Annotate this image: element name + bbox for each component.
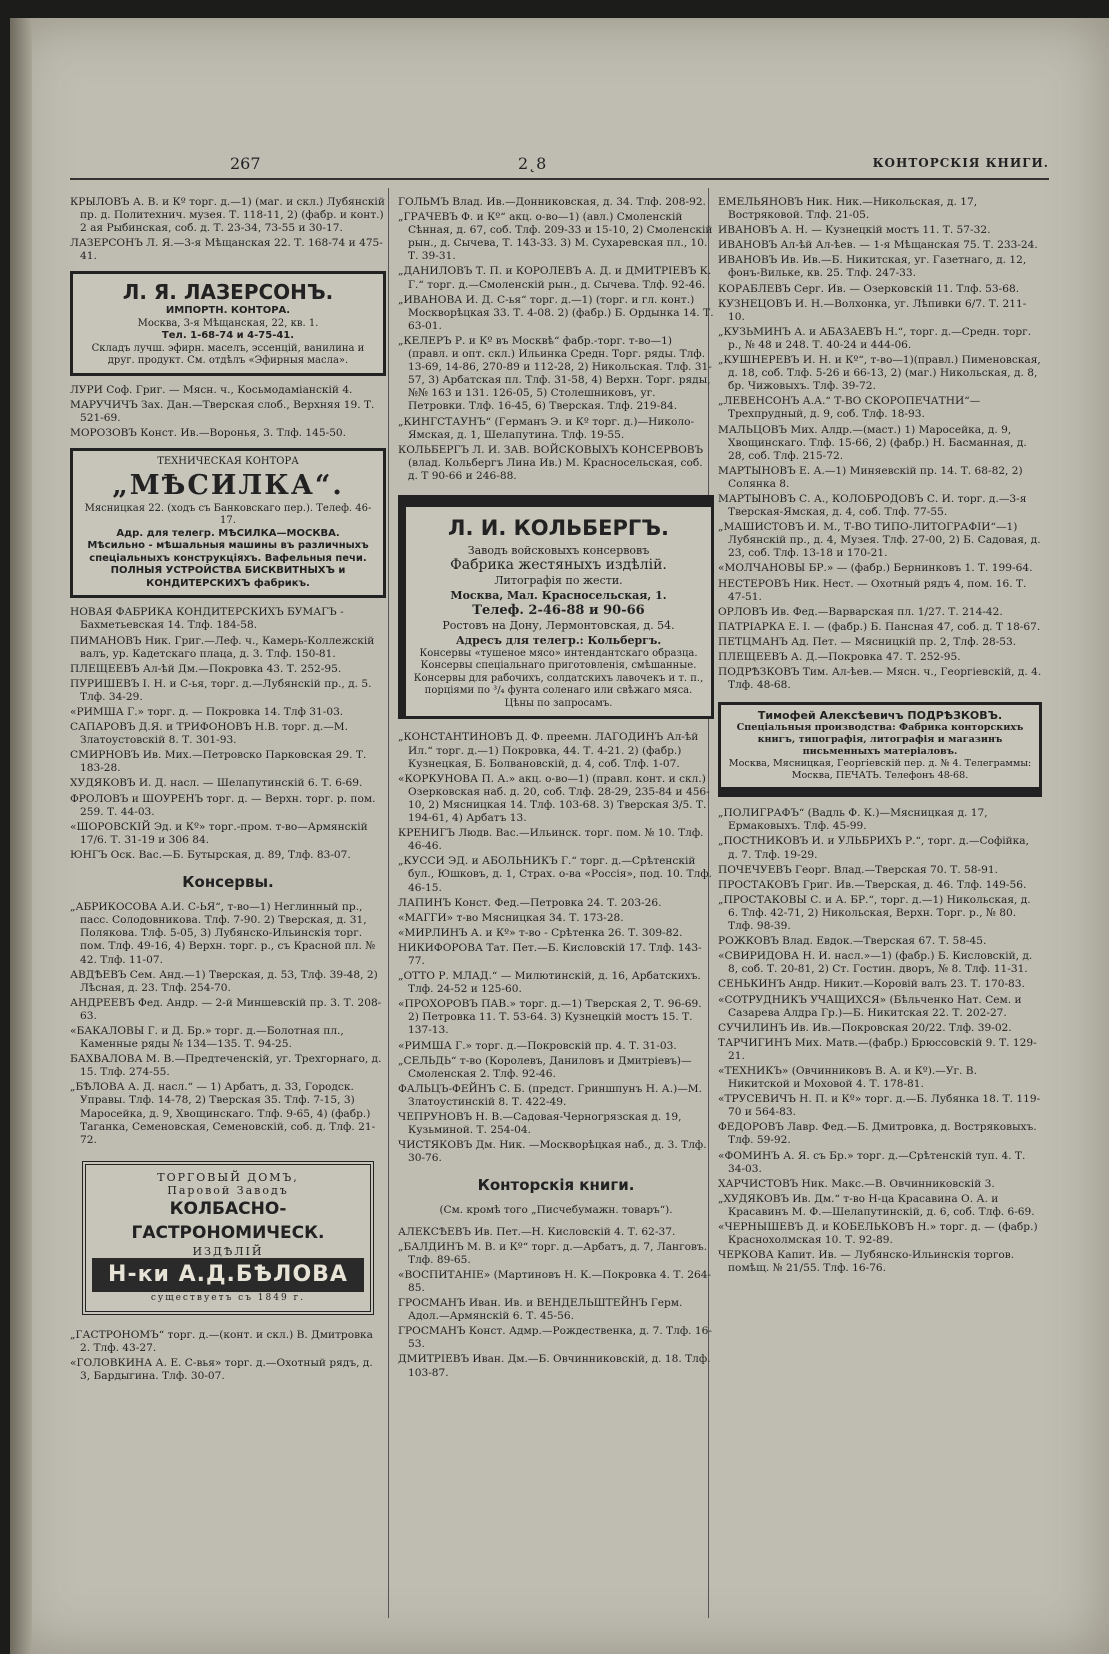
ad-line: ТОРГОВЫЙ ДОМЪ, xyxy=(157,1170,299,1184)
ad-title: „МѢСИЛКА“. xyxy=(112,469,344,501)
directory-entry: САПАРОВЪ Д.Я. и ТРИФОНОВЪ Н.В. торг. д.—М. Златоустовскій 8. Т. 301-93. xyxy=(70,721,349,747)
directory-entry: „МАШИСТОВЪ И. М., Т-ВО ТИПО-ЛИТОГРАФІИ“—1) Лубянскій пр., д. 4, Музея. Тлф. 27-00, 2) Б. Садовая, д. 23, соб. Тлф. 13-18 и 170-21. xyxy=(718,521,1041,560)
directory-entry: „ДАНИЛОВЪ Т. П. и КОРОЛЕВЪ А. Д. и ДМИТРІЕВЪ К. Г.“ торг. д.—Смоленскій рын., д. Сычева. Тлф. 92-46. xyxy=(398,265,712,291)
directory-entry: ОРЛОВЪ Ив. Фед.—Варварская пл. 1/27. Т. 214-42. xyxy=(718,605,1003,618)
directory-entry: ЕМЕЛЬЯНОВЪ Ник. Ник.—Никольская, д. 17, Востряковой. Тлф. 21-05. xyxy=(718,196,978,222)
directory-entry: ГРОСМАНЪ Иван. Ив. и ВЕНДЕЛЬШТЕЙНЪ Герм. Адол.—Армянскій 6. Т. 45-56. xyxy=(398,1297,683,1323)
page-number-middle: 2˛8 xyxy=(518,154,547,173)
ad-line: ИЗДѢЛІЙ xyxy=(192,1245,264,1258)
ad-line: Литографія по жести. xyxy=(494,573,623,587)
ad-line: Заводъ войсковыхъ консервовъ xyxy=(467,543,650,557)
ad-line: Паровой Заводъ xyxy=(167,1183,289,1197)
ad-line: Тел. 1-68-74 и 4-75-41. xyxy=(161,330,295,342)
directory-entry: ЧЕРКОВА Капит. Ив. — Лубянско-Ильинскія торгов. помѣщ. № 21/55. Тлф. 16-76. xyxy=(718,1249,1015,1275)
directory-entry: „КОНСТАНТИНОВЪ Д. Ф. преемн. ЛАГОДИНЪ Ал-ѣй Ил.“ торг. д.—1) Покровка, 44. Т. 4-21. 2) (фабр.) Кузнецкая, Б. Болвановскій, д. 4, соб. Тлф. 1-07. xyxy=(398,731,699,770)
directory-entry: «ШОРОВСКІЙ Эд. и Кº» торг.-пром. т-во—Армянскій 17/6. Т. 31-19 и 306 84. xyxy=(70,820,368,846)
directory-entry: «ЧЕРНЫШЕВЪ Д. и КОБЕЛЬКОВЪ Н.» торг. д. — (фабр.) Краснохолмская 10. Т. 92-89. xyxy=(718,1221,1038,1247)
directory-entry: „КУЗЬМИНЪ А. и АБАЗАЕВЪ Н.“, торг. д.—Средн. торг. р., № 48 и 248. Т. 40-24 и 444-06. xyxy=(718,325,1032,351)
directory-entry: „ПОСТНИКОВЪ И. и УЛЬБРИХЪ Р.“, торг. д.—Софійка, д. 7. Тлф. 19-29. xyxy=(718,835,1029,861)
column-middle xyxy=(398,196,714,1382)
directory-entry: „ГАСТРОНОМЪ“ торг. д.—(конт. и скл.) В. Дмитровка 2. Тлф. 43-27. xyxy=(70,1329,373,1355)
directory-entry: КОЛЬБЕРГЪ Л. И. ЗАВ. ВОЙСКОВЫХЪ КОНСЕРВОВЪ (влад. Кольбергъ Лина Ив.) М. Красносельская, соб. д. Т 90-66 и 246-88. xyxy=(398,443,703,482)
ad-title: КОЛБАСНО-ГАСТРОНОМИЧЕСК. xyxy=(131,1199,325,1243)
directory-entry: „ГРАЧЕВЪ Ф. и Кº“ акц. о-во—1) (авл.) Смоленскій Сѣнная, д. 67, соб. Тлф. 209-33 и 15-10, 2) Смоленскій рын., д. Сычева, Т. 143-33. 3) М. Сухаревская пл., 10. Т. 39-31. xyxy=(398,211,713,263)
directory-entry: КОРАБЛЕВЪ Серг. Ив. — Озерковскій 11. Тлф. 53-68. xyxy=(718,282,1020,295)
column-left xyxy=(70,196,386,1386)
directory-entry: «ГОЛОВКИНА А. Е. С-вья» торг. д.—Охотный рядъ, д. 3, Бардыгина. Тлф. 30-07. xyxy=(70,1357,373,1383)
ad-line: Мясницкая 22. (ходъ съ Банковскаго пер.). Телеф. 46-17. xyxy=(84,502,372,527)
section-note: (См. кромѣ того „Писчебумажн. товаръ“). xyxy=(439,1204,673,1217)
directory-entry: «ТЕХНИКЪ» (Овчинниковъ В. А. и Кº).—Уг. В. Никитской и Моховой 4. Т. 178-81. xyxy=(718,1064,977,1091)
directory-entry: «ВОСПИТАНІЕ» (Мартиновъ Н. К.—Покровка 4. Т. 264-85. xyxy=(398,1268,712,1294)
directory-entry: РОЖКОВЪ Влад. Евдок.—Тверская 67. Т. 58-45. xyxy=(718,935,987,948)
advertisement-belova xyxy=(82,1161,374,1315)
directory-entry: „ОТТО Р. МЛАД.“ — Милютинскій, д. 16, Арбатскихъ. Тлф. 24-52 и 125-60. xyxy=(398,970,701,996)
directory-entry: АЛЕКСѢЕВЪ Ив. Пет.—Н. Кисловскій 4. Т. 62-37. xyxy=(398,1225,676,1238)
advertisement-lazerson xyxy=(70,271,386,376)
directory-entry: БАХВАЛОВА М. В.—Предтеченскій, уг. Трехгорнаго, д. 15. Тлф. 274-55. xyxy=(70,1053,382,1079)
ad-line: Москва, 3-я Мѣщанская, 22, кв. 1. xyxy=(137,317,319,329)
ad-line: Москва, Мал. Красносельская, 1. xyxy=(450,588,667,602)
directory-entry: „БАЛДИНЪ М. В. и Кº“ торг. д.—Арбатъ, д. 7, Ланговъ. Тлф. 89-65. xyxy=(398,1240,708,1266)
directory-entry: ДМИТРІЕВЪ Иван. Дм.—Б. Овчинниковскій, д. 18. Тлф. 103-87. xyxy=(398,1353,711,1379)
directory-entry: ИВАНОВЪ Ив. Ив.—Б. Никитская, уг. Газетнаго, д. 12, фонъ-Вильке, кв. 25. Тлф. 247-33. xyxy=(718,254,1027,280)
directory-entry: СМИРНОВЪ Ив. Мих.—Петровско Парковская 29. Т. 183-28. xyxy=(70,749,367,775)
advertisement-mesilka xyxy=(70,448,386,598)
directory-entry: ФРОЛОВЪ и ШОУРЕНЪ торг. д. — Верхн. торг. р. пом. 259. Т. 44-03. xyxy=(70,792,376,818)
directory-entry: ПОДРѢЗКОВЪ Тим. Ал-ѣев.— Мясн. ч., Георгіевскій, д. 4. Тлф. 48-68. xyxy=(718,666,1042,692)
column-divider xyxy=(388,188,389,1618)
directory-entry: ПЛЕЩЕЕВЪ Ал-ѣй Дм.—Покровка 43. Т. 252-95. xyxy=(70,662,342,675)
directory-entry: ПЕТЦМАНЪ Ад. Пет. — Мясницкій пр. 2, Тлф. 28-53. xyxy=(718,635,1017,648)
directory-entry: ПУРИШЕВЪ І. Н. и С-ья, торг. д.—Лубянскій пр., д. 5. Тлф. 34-29. xyxy=(70,677,372,703)
section-heading-konservy: Консервы. xyxy=(182,873,274,892)
directory-entry: ГРОСМАНЪ Конст. Адмр.—Рождественка, д. 7. Тлф. 16-53. xyxy=(398,1325,712,1351)
directory-entry: НОВАЯ ФАБРИКА КОНДИТЕРСКИХЪ БУМАГЪ - Бахметьевская 14. Тлф. 184-58. xyxy=(70,606,344,632)
directory-entry: АНДРЕЕВЪ Фед. Андр. — 2-й Миншевскій пр. 3. Т. 208-63. xyxy=(70,996,382,1022)
book-binding xyxy=(10,18,32,1654)
directory-entry: МАРТЫНОВЪ С. А., КОЛОБРОДОВЪ С. И. торг. д.—3-я Тверская-Ямская, д. 4, соб. Тлф. 77-55. xyxy=(718,492,1027,519)
directory-entry: ЧИСТЯКОВЪ Дм. Ник. —Москворѣцкая наб., д. 3. Тлф. 30-76. xyxy=(398,1139,707,1165)
directory-entry: ПАТРІАРКА Е. І. — (фабр.) Б. Пансная 47, соб. д. Т 18-67. xyxy=(718,620,1041,633)
directory-entry: „ИВАНОВА И. Д. С-ья“ торг. д.—1) (торг. и гл. конт.) Москворѣцкая 33. Т. 4-08. 2) (фабр.) Б. Ордынка 14. Т. 63-01. xyxy=(398,293,714,332)
directory-entry: МАЛЬЦОВЪ Мих. Алдр.—(маст.) 1) Маросейка, д. 9, Хвощинскаго. Тлф. 15-66, 2) (фабр.) Н. Басманная, д. 28, соб. Тлф. 215-72. xyxy=(718,423,1027,462)
column-right xyxy=(718,196,1042,1277)
section-heading-kontorskie-knigi: Конторскія книги. xyxy=(477,1176,635,1195)
page-number-left: 267 xyxy=(230,154,261,173)
directory-entry: ЮНГЪ Оск. Вас.—Б. Бутырская, д. 89, Тлф. 83-07. xyxy=(70,848,351,861)
advertisement-kolberg xyxy=(398,495,714,720)
directory-entry: МАРУЧИЧЪ Зах. Дан.—Тверская слоб., Верхняя 19. Т. 521-69. xyxy=(70,399,375,425)
directory-entry: «МОЛЧАНОВЫ БР.» — (фабр.) Бернинковъ 1. Т. 199-64. xyxy=(718,562,1033,575)
directory-entry: «БАКАЛОВЫ Г. и Д. Бр.» торг. д.—Болотная пл., Каменные ряды № 134—135. Т. 94-25. xyxy=(70,1024,344,1051)
ad-line: ТЕХНИЧЕСКАЯ КОНТОРА xyxy=(157,456,299,468)
directory-entry: „ПОЛИГРАФЪ“ (Вадль Ф. К.)—Мясницкая д. 17, Ермаковыхъ. Тлф. 45-99. xyxy=(718,807,988,833)
ad-title: Л. Я. ЛАЗЕРСОНЪ. xyxy=(122,280,334,305)
ad-brand: Н-ки А.Д.БѢЛОВА xyxy=(92,1258,364,1292)
directory-entry: „АБРИКОСОВА А.И. С-ЬЯ“, т-во—1) Неглинный пр., пасс. Солодовникова. Тлф. 7-90. 2) Тверская, д. 31, Полякова. Тлф. 5-05, 3) Лубянско-Ильинскія торг. пом. Тлф. 49-16, 4) Верхн. торг. р., съ Красной пл. № 42. Тлф. 11-07. xyxy=(70,901,376,966)
scanned-page xyxy=(10,18,1109,1654)
directory-entry: „КУССИ ЭД. и АБОЛЬНИКЪ Г.“ торг. д.—Срѣтенскій бул., Юшковъ, д. 1, Страх. о-ва «Россія», под. 10. Тлф. 46-15. xyxy=(398,855,712,894)
directory-entry: ХАРЧИСТОВЪ Ник. Макс.—В. Овчинниковскій 3. xyxy=(718,1177,995,1190)
directory-entry: «МИРЛИНЪ А. и Кº» т-во - Срѣтенка 26. Т. 309-82. xyxy=(398,926,683,939)
directory-entry: «ФОМИНЪ А. Я. съ Бр.» торг. д.—Срѣтенскій туп. 4. Т. 34-03. xyxy=(718,1149,1026,1175)
directory-entry: «КОРКУНОВА П. А.» акц. о-во—1) (правл. конт. и скл.) Озерковская наб. д. 20, соб. Тлф. 28-29, 235-84 и 456-10, 2) Мясницкая 14. Тлф. 103-68. 3) Тверская 3/5. Т. 194-61, 4) Арбатъ 13. xyxy=(398,772,710,825)
ad-line: Спеціальныя производства: Фабрика конторскихъ книгъ, типографія, литографія и магазинъ письменныхъ матеріаловъ. xyxy=(736,722,1024,758)
directory-entry: „СЕЛЬДЬ“ т-во (Королевъ, Даниловъ и Дмитріевъ)—Смоленская 2. Тлф. 92-46. xyxy=(398,1054,692,1080)
directory-entry: ГОЛЬМЪ Влад. Ив.—Донниковская, д. 34. Тлф. 208-92. xyxy=(398,196,706,208)
directory-entry: АВДѢЕВЪ Сем. Анд.—1) Тверская, д. 53, Тлф. 39-48, 2) Лѣсная, д. 23. Тлф. 254-70. xyxy=(70,968,378,994)
directory-entry: «ТРУСЕВИЧЪ Н. П. и Кº» торг. д.—Б. Лубянка 18. Т. 119-70 и 564-83. xyxy=(718,1093,1041,1119)
directory-entry: «РИМША Г.» торг. д. — Покровка 14. Тлф 31-03. xyxy=(70,706,344,718)
directory-entry: ЛАПИНЪ Конст. Фед.—Петровка 24. Т. 203-26. xyxy=(398,896,662,909)
directory-entry: ЛАЗЕРСОНЪ Л. Я.—3-я Мѣщанская 22. Т. 168-74 и 475-41. xyxy=(70,237,383,263)
directory-entry: ПИМАНОВЪ Ник. Григ.—Леф. ч., Камерь-Коллежскій валъ, ур. Кадетскаго плаца, д. 3. Тлф. 150-81. xyxy=(70,634,375,660)
directory-entry: ПЛЕЩЕЕВЪ А. Д.—Покровка 47. Т. 252-95. xyxy=(718,651,961,663)
directory-entry: КРЕНИГЪ Людв. Вас.—Ильинск. торг. пом. № 10. Тлф. 46-46. xyxy=(398,827,704,853)
directory-entry: НИКИФОРОВА Тат. Пет.—Б. Кисловскій 17. Тлф. 143-77. xyxy=(398,941,702,967)
ad-line: Адресъ для телегр.: Кольбергъ. xyxy=(455,633,662,647)
ad-title: Л. И. КОЛЬБЕРГЪ. xyxy=(448,515,669,540)
directory-entry: НЕСТЕРОВЪ Ник. Нест. — Охотный рядъ 4, пом. 16. Т. 47-51. xyxy=(718,577,1027,603)
directory-entry: «СОТРУДНИКЪ УЧАЩИХСЯ» (Бѣльченко Нат. Сем. и Сазарева Алдра Гр.)—Б. Никитская 22. Т. 202-27. xyxy=(718,993,1022,1019)
directory-entry: ИВАНОВЪ Ал-ѣй Ал-ѣев. — 1-я Мѣщанская 75. Т. 233-24. xyxy=(718,239,1038,252)
directory-entry: «МАГГИ» т-во Мясницкая 34. Т. 173-28. xyxy=(398,911,624,924)
directory-entry: КРЫЛОВЪ А. В. и Кº торг. д.—1) (маг. и скл.) Лубянскій пр. д. Политехнич. музея. Т. 118-11, 2) (фабр. и конт.) 2 ая Рыбинская, соб. д. Т. 23-34, 73-55 и 30-17. xyxy=(70,196,385,235)
directory-entry: „КИНГСТАУНЪ“ (Германъ Э. и Кº торг. д.)—Николо-Ямская, д. 1, Шелапутина. Тлф. 19-55. xyxy=(398,415,695,441)
directory-entry: ПОЧЕЧУЕВЪ Георг. Влад.—Тверская 70. Т. 58-91. xyxy=(718,863,998,876)
directory-entry: МОРОЗОВЪ Конст. Ив.—Воронья, 3. Тлф. 145-50. xyxy=(70,427,347,440)
directory-entry: ЧЕПРУНОВЪ Н. В.—Садовая-Черногрязская д. 19, Кузьминой. Т. 254-04. xyxy=(398,1111,682,1137)
ad-line: Складъ лучш. эфирн. маселъ, эссенцій, ванилина и друг. продукт. См. отдѣлъ «Эфирныя масла». xyxy=(91,342,365,367)
directory-entry: „ПРОСТАКОВЫ С. и А. БР.“, торг. д.—1) Никольская, д. 6. Тлф. 42-71, 2) Никольская, Верхн. Торг. р., № 80. Тлф. 98-39. xyxy=(718,893,1031,933)
ad-line: Адр. для телегр. МѢСИЛКА—МОСКВА. xyxy=(116,527,340,539)
directory-entry: ТАРЧИГИНЪ Мих. Матв.—(фабр.) Брюссовскій 9. Т. 129-21. xyxy=(718,1036,1037,1062)
directory-entry: „ЛЕВЕНСОНЪ А.А.“ Т-ВО СКОРОПЕЧАТНИ“—Трехпрудный, д. 9, соб. Тлф. 18-93. xyxy=(718,395,981,421)
ad-line: Москва, Мясницкая, Георгіевскій пер. д. № 4. Телеграммы: Москва, ПЕЧАТЬ. Телефонъ 48-68. xyxy=(728,758,1032,782)
directory-entry: ФАЛЬЦЪ-ФЕЙНЪ С. Б. (предст. Гриншпунъ Н. А.)—М. Златоустинскій 8. Т. 422-49. xyxy=(398,1082,703,1108)
page-header xyxy=(70,148,1049,180)
ad-line: Ростовъ на Дону, Лермонтовская, д. 54. xyxy=(442,618,675,632)
ad-title: Тимофей Алексѣевичъ ПОДРѢЗКОВЪ. xyxy=(757,709,1003,723)
directory-entry: СЕНЬКИНЪ Андр. Никит.—Коровій валъ 23. Т. 170-83. xyxy=(718,978,1025,991)
directory-entry: „КУШНЕРЕВЪ И. Н. и Кº“, т-во—1)(правл.) Пименовская, д. 18, соб. Тлф. 5-26 и 66-13, 2) (маг.) Никольская, д. 8, бр. Чижовыхъ. Тлф. 39-72. xyxy=(718,354,1041,393)
directory-entry: ФЕДОРОВЪ Лавр. Фед.—Б. Дмитровка, д. Востряковыхъ. Тлф. 59-92. xyxy=(718,1121,1037,1147)
running-title: КОНТОРСКІЯ КНИГИ. xyxy=(872,156,1049,170)
directory-entry: ИВАНОВЪ А. Н. — Кузнецкій мостъ 11. Т. 57-32. xyxy=(718,224,991,237)
directory-entry: КУЗНЕЦОВЪ И. Н.—Волхонка, уг. Лѣпивки 6/7. Т. 211-10. xyxy=(718,297,1027,323)
directory-entry: СУЧИЛИНЪ Ив. Ив.—Покровская 20/22. Тлф. 39-02. xyxy=(718,1021,1012,1034)
ad-line: существуетъ съ 1849 г. xyxy=(150,1293,306,1304)
directory-entry: МАРТЫНОВЪ Е. А.—1) Миняевскій пр. 14. Т. 68-82, 2) Солянка 8. xyxy=(718,464,1023,490)
directory-entry: „ХУДЯКОВЪ Ив. Дм.“ т-во Н-ца Красавина О. А. и Красавинъ М. Ф.—Шелапутинскій, д. 6, соб. Тлф. 6-69. xyxy=(718,1192,1035,1218)
ad-line: Консервы «тушеное мясо» интендантскаго образца. Консервы спеціальнаго приготовленія, смѣшанные. Консервы для рабочихъ, солдатскихъ лавочекъ и т. п., порціями по ³/₄ фунта соленаго или свѣжаго мяса. Цѣны по запросамъ. xyxy=(413,647,704,709)
directory-entry: ПРОСТАКОВЪ Григ. Ив.—Тверская, д. 46. Тлф. 149-56. xyxy=(718,878,1027,891)
directory-entry: „КЕЛЕРЪ Р. и Кº въ Москвѣ“ фабр.-торг. т-во—1) (правл. и опт. скл.) Ильинка Средн. Торг. ряды. Тлф. 13-69, 14-86, 270-89 и 112-28, 2) Никольская. Тлф. 31-57, 3) Арбатская пл. Тлф. 31-58, 4) Верхн. Торг. ряды, №№ 163 и 131. 126-05, 5) Столешниковъ, уг. Петровки. Тлф. 16-45, 6) Тверская. Тлф. 219-84. xyxy=(398,334,712,413)
directory-entry: ХУДЯКОВЪ И. Д. насл. — Шелапутинскій 6. Т. 6-69. xyxy=(70,777,363,790)
ad-line: Телеф. 2-46-88 и 90-66 xyxy=(472,602,645,618)
ad-line: Фабрика жестяныхъ издѣлій. xyxy=(450,556,667,573)
advertisement-podrezkov xyxy=(718,702,1042,797)
ad-line: Мѣсильно - мѣшальныя машины въ различныхъ спеціальныхъ конструкціяхъ. Вафельныя печи. ПОЛНЫЯ УСТРОЙСТВА БИСКВИТНЫХЪ и КОНДИТЕРСКИХЪ фабрикъ. xyxy=(87,540,369,589)
ad-line: ИМПОРТН. КОНТОРА. xyxy=(165,305,291,317)
directory-entry: «РИМША Г.» торг. д.—Покровскій пр. 4. Т. 31-03. xyxy=(398,1039,677,1052)
directory-entry: „БѢЛОВА А. Д. насл.“ — 1) Арбатъ, д. 33, Городск. Управы. Тлф. 14-78, 2) Тверская 35. Тлф. 7-15, 3) Маросейка, д. 9, Хвощинскаго. Тлф. 9-65, 4) (фабр.) Таганка, Семеновская, Семеновскій, соб. д. Тлф. 21-72. xyxy=(70,1081,376,1146)
directory-entry: «ПРОХОРОВЪ ПАВ.» торг. д.—1) Тверская 2, Т. 96-69. 2) Петровка 11. Т. 53-64. 3) Кузнецкій мостъ 15. Т. 137-13. xyxy=(398,998,702,1037)
directory-entry: ЛУРИ Соф. Григ. — Мясн. ч., Косьмодаміанскій 4. xyxy=(70,383,353,396)
directory-entry: «СВИРИДОВА Н. И. насл.»—1) (фабр.) Б. Кисловскій, д. 8, соб. Т. 20-81, 2) Ст. Гостин. дворъ, № 8. Тлф. 11-31. xyxy=(718,950,1033,976)
